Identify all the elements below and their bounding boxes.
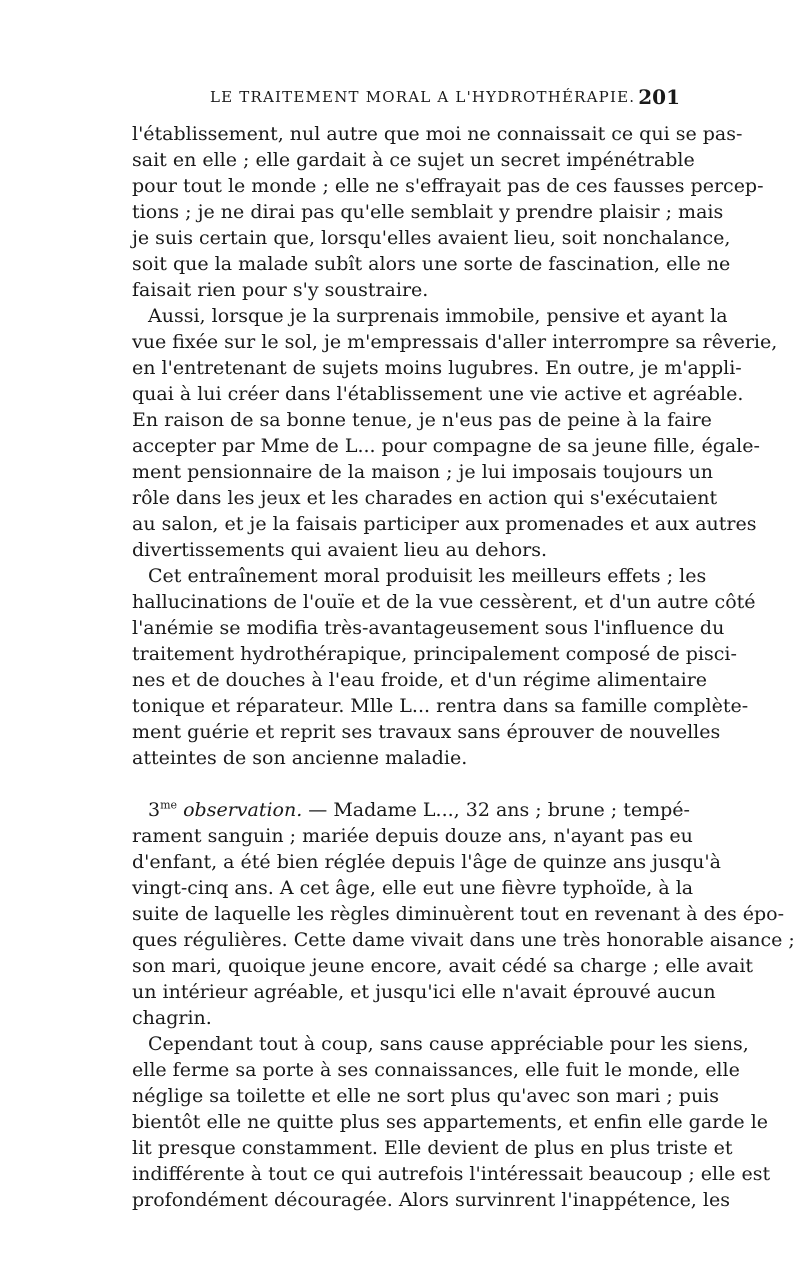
text-line: l'établissement, nul autre que moi ne connaissait ce qui se pas- <box>132 123 743 145</box>
observation-summary: — Madame L..., 32 ans ; brune ; tempé- <box>302 799 690 821</box>
text-line: elle ferme sa porte à ses connaissances, elle fuit le monde, elle <box>132 1059 740 1081</box>
text-line: hallucinations de l'ouïe et de la vue cessèrent, et d'un autre côté <box>132 591 756 613</box>
text-line: l'anémie se modifia très-avantageusement sous l'influence du <box>132 617 725 639</box>
text-line: Cependant tout à coup, sans cause appréciable pour les siens, <box>148 1033 749 1055</box>
text-line: quai à lui créer dans l'établissement une vie active et agréable. <box>132 383 744 405</box>
running-title: LE TRAITEMENT MORAL A L'HYDROTHÉRAPIE. <box>210 88 636 106</box>
text-line: son mari, quoique jeune encore, avait cédé sa charge ; elle avait <box>132 955 754 977</box>
text-line: Aussi, lorsque je la surprenais immobile, pensive et ayant la <box>148 305 728 327</box>
text-line: ment guérie et reprit ses travaux sans éprouver de nouvelles <box>132 721 721 743</box>
text-line: tonique et réparateur. Mlle L... rentra dans sa famille complète- <box>132 695 749 717</box>
text-line: traitement hydrothérapique, principalement composé de pisci- <box>132 643 737 665</box>
text-line: un intérieur agréable, et jusqu'ici elle n'avait éprouvé aucun <box>132 981 716 1003</box>
text-line: chagrin. <box>132 1007 212 1029</box>
observation-heading-line <box>148 797 690 823</box>
text-line: rament sanguin ; mariée depuis douze ans, n'ayant pas eu <box>132 825 693 847</box>
text-line: ment pensionnaire de la maison ; je lui imposais toujours un <box>132 461 714 483</box>
text-line: suite de laquelle les règles diminuèrent tout en revenant à des épo- <box>132 903 785 925</box>
text-line: vue fixée sur le sol, je m'empressais d'aller interrompre sa rêverie, <box>132 331 778 353</box>
text-line: au salon, et je la faisais participer aux promenades et aux autres <box>132 513 757 535</box>
text-line: ques régulières. Cette dame vivait dans une très honorable aisance ; <box>132 929 795 951</box>
text-line: néglige sa toilette et elle ne sort plus qu'avec son mari ; puis <box>132 1085 720 1107</box>
observation-title: observation. <box>183 799 303 821</box>
text-line: en l'entretenant de sujets moins lugubres. En outre, je m'appli- <box>132 357 742 379</box>
text-line: profondément découragée. Alors survinrent l'inappétence, les <box>132 1189 730 1211</box>
text-line: je suis certain que, lorsqu'elles avaient lieu, soit nonchalance, <box>132 227 731 249</box>
text-line: vingt-cinq ans. A cet âge, elle eut une fièvre typhoïde, à la <box>132 877 694 899</box>
text-line: atteintes de son ancienne maladie. <box>132 747 468 769</box>
text-line: soit que la malade subît alors une sorte de fascination, elle ne <box>132 253 731 275</box>
text-line: tions ; je ne dirai pas qu'elle semblait y prendre plaisir ; mais <box>132 201 724 223</box>
text-line: divertissements qui avaient lieu au dehors. <box>132 539 548 561</box>
text-line: lit presque constamment. Elle devient de plus en plus triste et <box>132 1137 733 1159</box>
text-line: accepter par Mme de L... pour compagne de sa jeune fille, égale- <box>132 435 760 457</box>
text-line: Cet entraînement moral produisit les meilleurs effets ; les <box>148 565 707 587</box>
text-line: sait en elle ; elle gardait à ce sujet un secret impénétrable <box>132 149 695 171</box>
page-number: 201 <box>638 85 680 109</box>
observation-number: $3^{me}$ <box>148 798 178 821</box>
text-line: En raison de sa bonne tenue, je n'eus pas de peine à la faire <box>132 409 712 431</box>
text-line: nes et de douches à l'eau froide, et d'un régime alimentaire <box>132 669 708 691</box>
running-header <box>132 85 680 116</box>
text-line: faisait rien pour s'y soustraire. <box>132 279 429 301</box>
text-line: rôle dans les jeux et les charades en action qui s'exécutaient <box>132 487 718 509</box>
text-line: d'enfant, a été bien réglée depuis l'âge de quinze ans jusqu'à <box>132 851 721 873</box>
text-line: bientôt elle ne quitte plus ses appartements, et enfin elle garde le <box>132 1111 769 1133</box>
text-line: indifférente à tout ce qui autrefois l'intéressait beaucoup ; elle est <box>132 1163 771 1185</box>
text-line: pour tout le monde ; elle ne s'effrayait pas de ces fausses percep- <box>132 175 764 197</box>
